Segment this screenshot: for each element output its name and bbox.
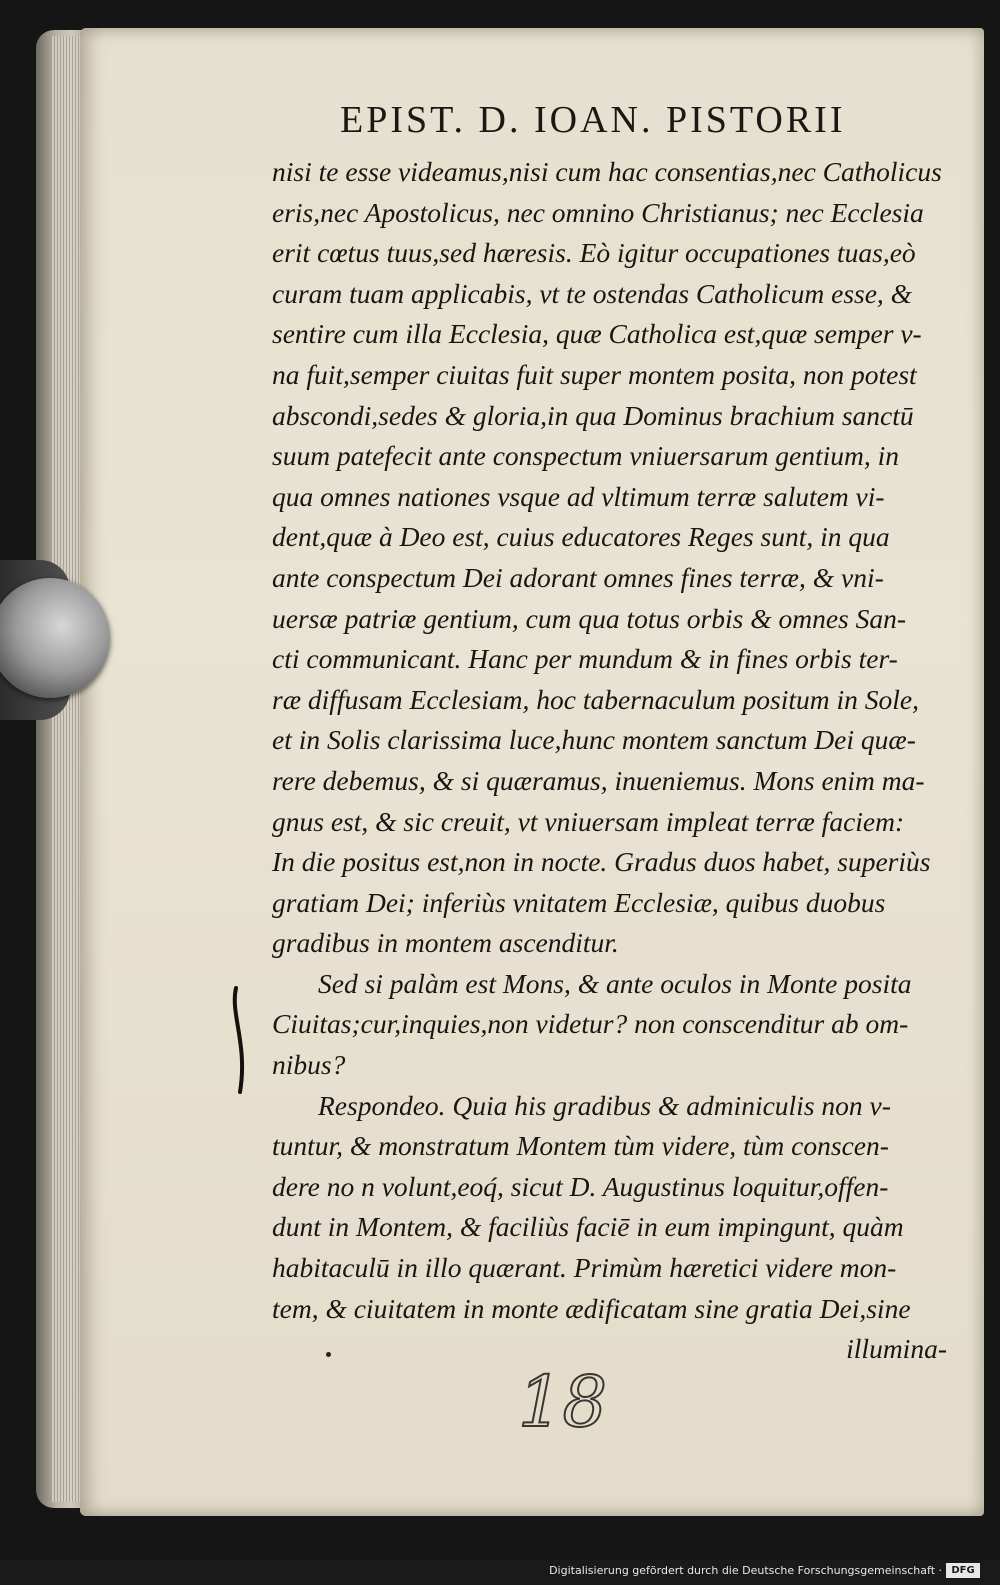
text-line: Respondeo. Quia his gradibus & adminiculis non v- bbox=[318, 1089, 891, 1121]
svg-text:18: 18 bbox=[518, 1362, 608, 1442]
text-line: Ciuitas;cur,inquies,non videtur? non conscenditur ab om- bbox=[272, 1008, 909, 1040]
text-line: rere debemus, & si quæramus, inueniemus. Mons enim ma- bbox=[272, 764, 925, 796]
body-text bbox=[272, 152, 972, 1370]
text-line: qua omnes nationes vsque ad vltimum terræ salutem vi- bbox=[272, 480, 885, 512]
text-line: erit cœtus tuus,sed hæresis. Eò igitur occupationes tuas,eò bbox=[272, 237, 916, 269]
text-line: habitaculū in illo quærant. Primùm hæretici videre mon- bbox=[272, 1252, 897, 1284]
text-line: sentire cum illa Ecclesia, quæ Catholica est,quæ semper v- bbox=[272, 318, 922, 350]
text-line: tuntur, & monstratum Montem tùm videre, tùm conscen- bbox=[272, 1130, 889, 1162]
text-line: curam tuam applicabis, vt te ostendas Catholicum esse, & bbox=[272, 277, 913, 309]
text-line: dere no n volunt,eoq́, sicut D. Augustinus loquitur,offen- bbox=[272, 1170, 889, 1202]
text-line: cti communicant. Hanc per mundum & in fines orbis ter- bbox=[272, 643, 898, 675]
digitization-credit: Digitalisierung gefördert durch die Deutsche Forschungsgemeinschaft · bbox=[549, 1564, 942, 1577]
text-line: In die positus est,non in nocte. Gradus duos habet, superiùs bbox=[272, 846, 931, 878]
handwritten-page-number bbox=[512, 1362, 622, 1442]
text-line: tem, & ciuitatem in monte ædificatam sine gratia Dei,sine bbox=[272, 1292, 911, 1324]
catchword: illumina- bbox=[846, 1333, 947, 1365]
text-line: gnus est, & sic creuit, vt vniuersam impleat terræ faciem: bbox=[272, 805, 905, 837]
text-line: uersæ patriæ gentium, cum qua totus orbis & omnes San- bbox=[272, 602, 907, 634]
text-line: ante conspectum Dei adorant omnes fines terræ, & vni- bbox=[272, 561, 884, 593]
text-line: abscondi,sedes & gloria,in qua Dominus brachium sanctū bbox=[272, 399, 914, 431]
text-line: dunt in Montem, & faciliùs faciē in eum impingunt, quàm bbox=[272, 1211, 904, 1243]
text-line: nibus? bbox=[272, 1049, 346, 1081]
text-line: gratiam Dei; inferiùs vnitatem Ecclesiæ, quibus duobus bbox=[272, 886, 886, 918]
text-line: nisi te esse videamus,nisi cum hac consentias,nec Catholicus bbox=[272, 156, 942, 187]
text-line: dent,quæ à Deo est, cuius educatores Reges sunt, in qua bbox=[272, 521, 890, 553]
text-line: na fuit,semper ciuitas fuit super montem posita, non potest bbox=[272, 358, 917, 390]
text-line: et in Solis clarissima luce,hunc montem sanctum Dei quæ- bbox=[272, 724, 916, 756]
text-line: gradibus in montem ascenditur. bbox=[272, 927, 619, 959]
running-head: EPIST. D. IOAN. PISTORII bbox=[340, 99, 846, 141]
ink-speck bbox=[326, 1352, 331, 1357]
text-line: Sed si palàm est Mons, & ante oculos in Monte posita bbox=[318, 967, 912, 999]
text-line: suum patefecit ante conspectum vniuersarum gentium, in bbox=[272, 440, 900, 472]
text-line: ræ diffusam Ecclesiam, hoc tabernaculum positum in Sole, bbox=[272, 683, 919, 715]
margin-bracket-mark bbox=[226, 984, 256, 1096]
dfg-logo: DFG bbox=[946, 1563, 980, 1578]
text-line: eris,nec Apostolicus, nec omnino Christianus; nec Ecclesia bbox=[272, 196, 924, 228]
